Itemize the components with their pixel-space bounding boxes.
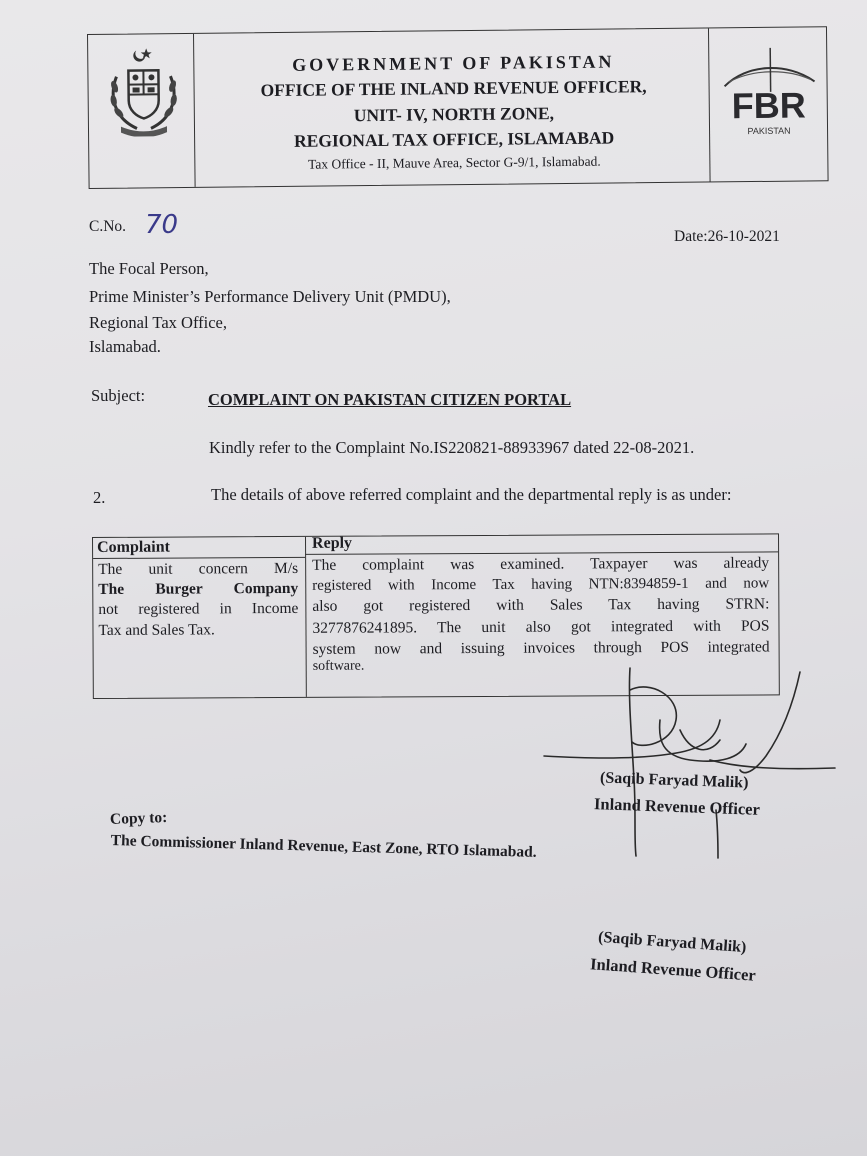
fbr-logo-text: FBR: [731, 84, 806, 127]
recipient-line-1: The Focal Person,: [89, 259, 209, 278]
table-column-divider: [305, 537, 307, 697]
copy-to-label: Copy to:: [109, 809, 168, 828]
fbr-logo-icon: [716, 41, 821, 142]
letterhead: [87, 26, 829, 189]
recipient-line-4: Islamabad.: [89, 337, 161, 356]
recipient-line-3: Regional Tax Office,: [89, 313, 227, 332]
paragraph-2: The details of above referred complaint and the departmental reply is as under:: [211, 485, 732, 504]
complaint-line: not registered in Income: [98, 599, 299, 618]
signatory-name-stamp: (Saqib Faryad Malik): [597, 928, 747, 957]
reference-number-label: C.No.: [89, 218, 127, 235]
subject-text: COMPLAINT ON PAKISTAN CITIZEN PORTAL: [208, 390, 572, 409]
letterhead-address: Tax Office - II, Mauve Area, Sector G-9/1, Islamabad.: [307, 153, 601, 172]
reply-line: also got registered with Sales Tax having STRN:: [312, 595, 770, 615]
reply-line: 3277876241895. The unit also got integrated with POS: [312, 617, 770, 637]
letterhead-regional-office: REGIONAL TAX OFFICE, ISLAMABAD: [293, 127, 615, 151]
signatory-title: Inland Revenue Officer: [593, 794, 761, 819]
letterhead-office: OFFICE OF THE INLAND REVENUE OFFICER,: [260, 76, 647, 101]
signatory-title-stamp: Inland Revenue Officer: [589, 954, 757, 985]
complaint-line: Tax and Sales Tax.: [98, 621, 215, 639]
reference-number-handwritten: 70: [145, 210, 179, 240]
fbr-logo-subtext: PAKISTAN: [747, 125, 791, 137]
reply-line: registered with Income Tax having NTN:8394859-1 and now: [312, 575, 770, 594]
reply-line: The complaint was examined. Taxpayer was already: [312, 554, 770, 574]
subject-label: Subject:: [91, 386, 146, 405]
complaint-line: The unit concern M/s: [98, 559, 299, 578]
table-header-rule: [93, 557, 305, 559]
complaint-line: The Burger Company: [98, 579, 299, 598]
signatory-name: (Saqib Faryad Malik): [599, 769, 749, 792]
state-emblem-icon: [106, 44, 181, 137]
table-header-complaint: Complaint: [97, 538, 171, 556]
table-header-reply: Reply: [311, 534, 353, 552]
letterhead-unit: UNIT- IV, NORTH ZONE,: [353, 103, 555, 126]
copy-to-recipient: The Commissioner Inland Revenue, East Zone, RTO Islamabad.: [110, 832, 537, 861]
paragraph-2-number: 2.: [93, 488, 106, 507]
paragraph-1: Kindly refer to the Complaint No.IS220821-88933967 dated 22-08-2021.: [209, 438, 695, 457]
handwritten-signature: [540, 660, 867, 860]
letter-date: Date:26-10-2021: [674, 228, 780, 245]
reply-line: software.: [312, 658, 365, 674]
letterhead-divider: [193, 34, 196, 187]
letterhead-government: GOVERNMENT OF PAKISTAN: [292, 51, 615, 75]
reply-line: system now and issuing invoices through POS integrated: [312, 638, 770, 658]
recipient-line-2: Prime Minister’s Performance Delivery Unit (PMDU),: [89, 287, 451, 306]
